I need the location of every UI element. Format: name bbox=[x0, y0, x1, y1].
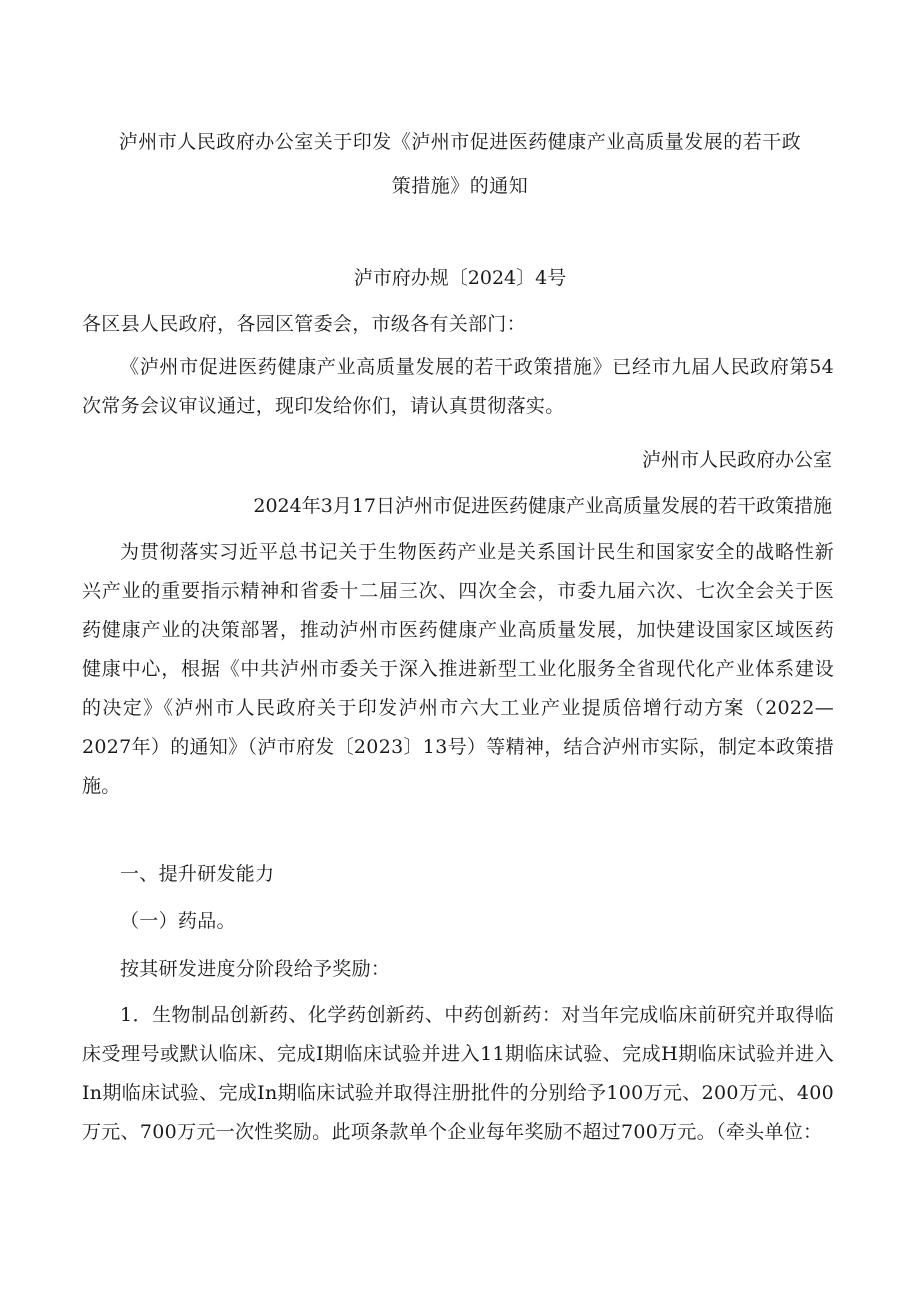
issuer: 泸州市人民政府办公室 bbox=[641, 449, 832, 471]
reward-intro: 按其研发进度分阶段给予奖励： bbox=[120, 958, 391, 980]
item-1-paragraph: 1．生物制品创新药、化学药创新药、中药创新药：对当年完成临床前研究并取得临床受理号或默认临床、完成I期临床试验并进入11期临床试验、完成H期临床试验并进入In期临床试验、完成In期临床试验并取得注册批件的分别给予100万元、200万元、400万元、700万元一次性奖励。此项条款单个企业每年奖励不超过700万元。（牵头单位： bbox=[82, 1004, 834, 1143]
document-number: 泸市府办规〔2024〕4号 bbox=[353, 267, 567, 289]
subsection-1-heading: （一）药品。 bbox=[120, 910, 236, 932]
date-and-policy-title: 2024年3月17日泸州市促进医药健康产业高质量发展的若干政策措施 bbox=[253, 495, 832, 517]
addressee: 各区县人民政府，各园区管委会，市级各有关部门： bbox=[82, 313, 526, 335]
document-title-line-2: 策措施》的通知 bbox=[391, 175, 529, 197]
notice-body: 《泸州市促进医药健康产业高质量发展的若干政策措施》已经市九届人民政府第54次常务会议审议通过，现印发给你们，请认真贯彻落实。 bbox=[82, 356, 834, 417]
document-title-line-1: 泸州市人民政府办公室关于印发《泸州市促进医药健康产业高质量发展的若干政 bbox=[118, 131, 802, 153]
preamble-paragraph: 为贯彻落实习近平总书记关于生物医药产业是关系国计民生和国家安全的战略性新兴产业的重要指示精神和省委十二届三次、四次全会，市委九届六次、七次全会关于医药健康产业的决策部署，推动泸州市医药健康产业高质量发展，加快建设国家区域医药健康中心，根据《中共泸州市委关于深入推进新型工业化服务全省现代化产业体系建设的决定》《泸州市人民政府关于印发泸州市六大工业产业提质倍增行动方案（2022—2027年）的通知》（泸市府发〔2023〕13号）等精神，结合泸州市实际，制定本政策措施。 bbox=[82, 541, 834, 797]
section-1-heading: 一、提升研发能力 bbox=[120, 863, 275, 885]
